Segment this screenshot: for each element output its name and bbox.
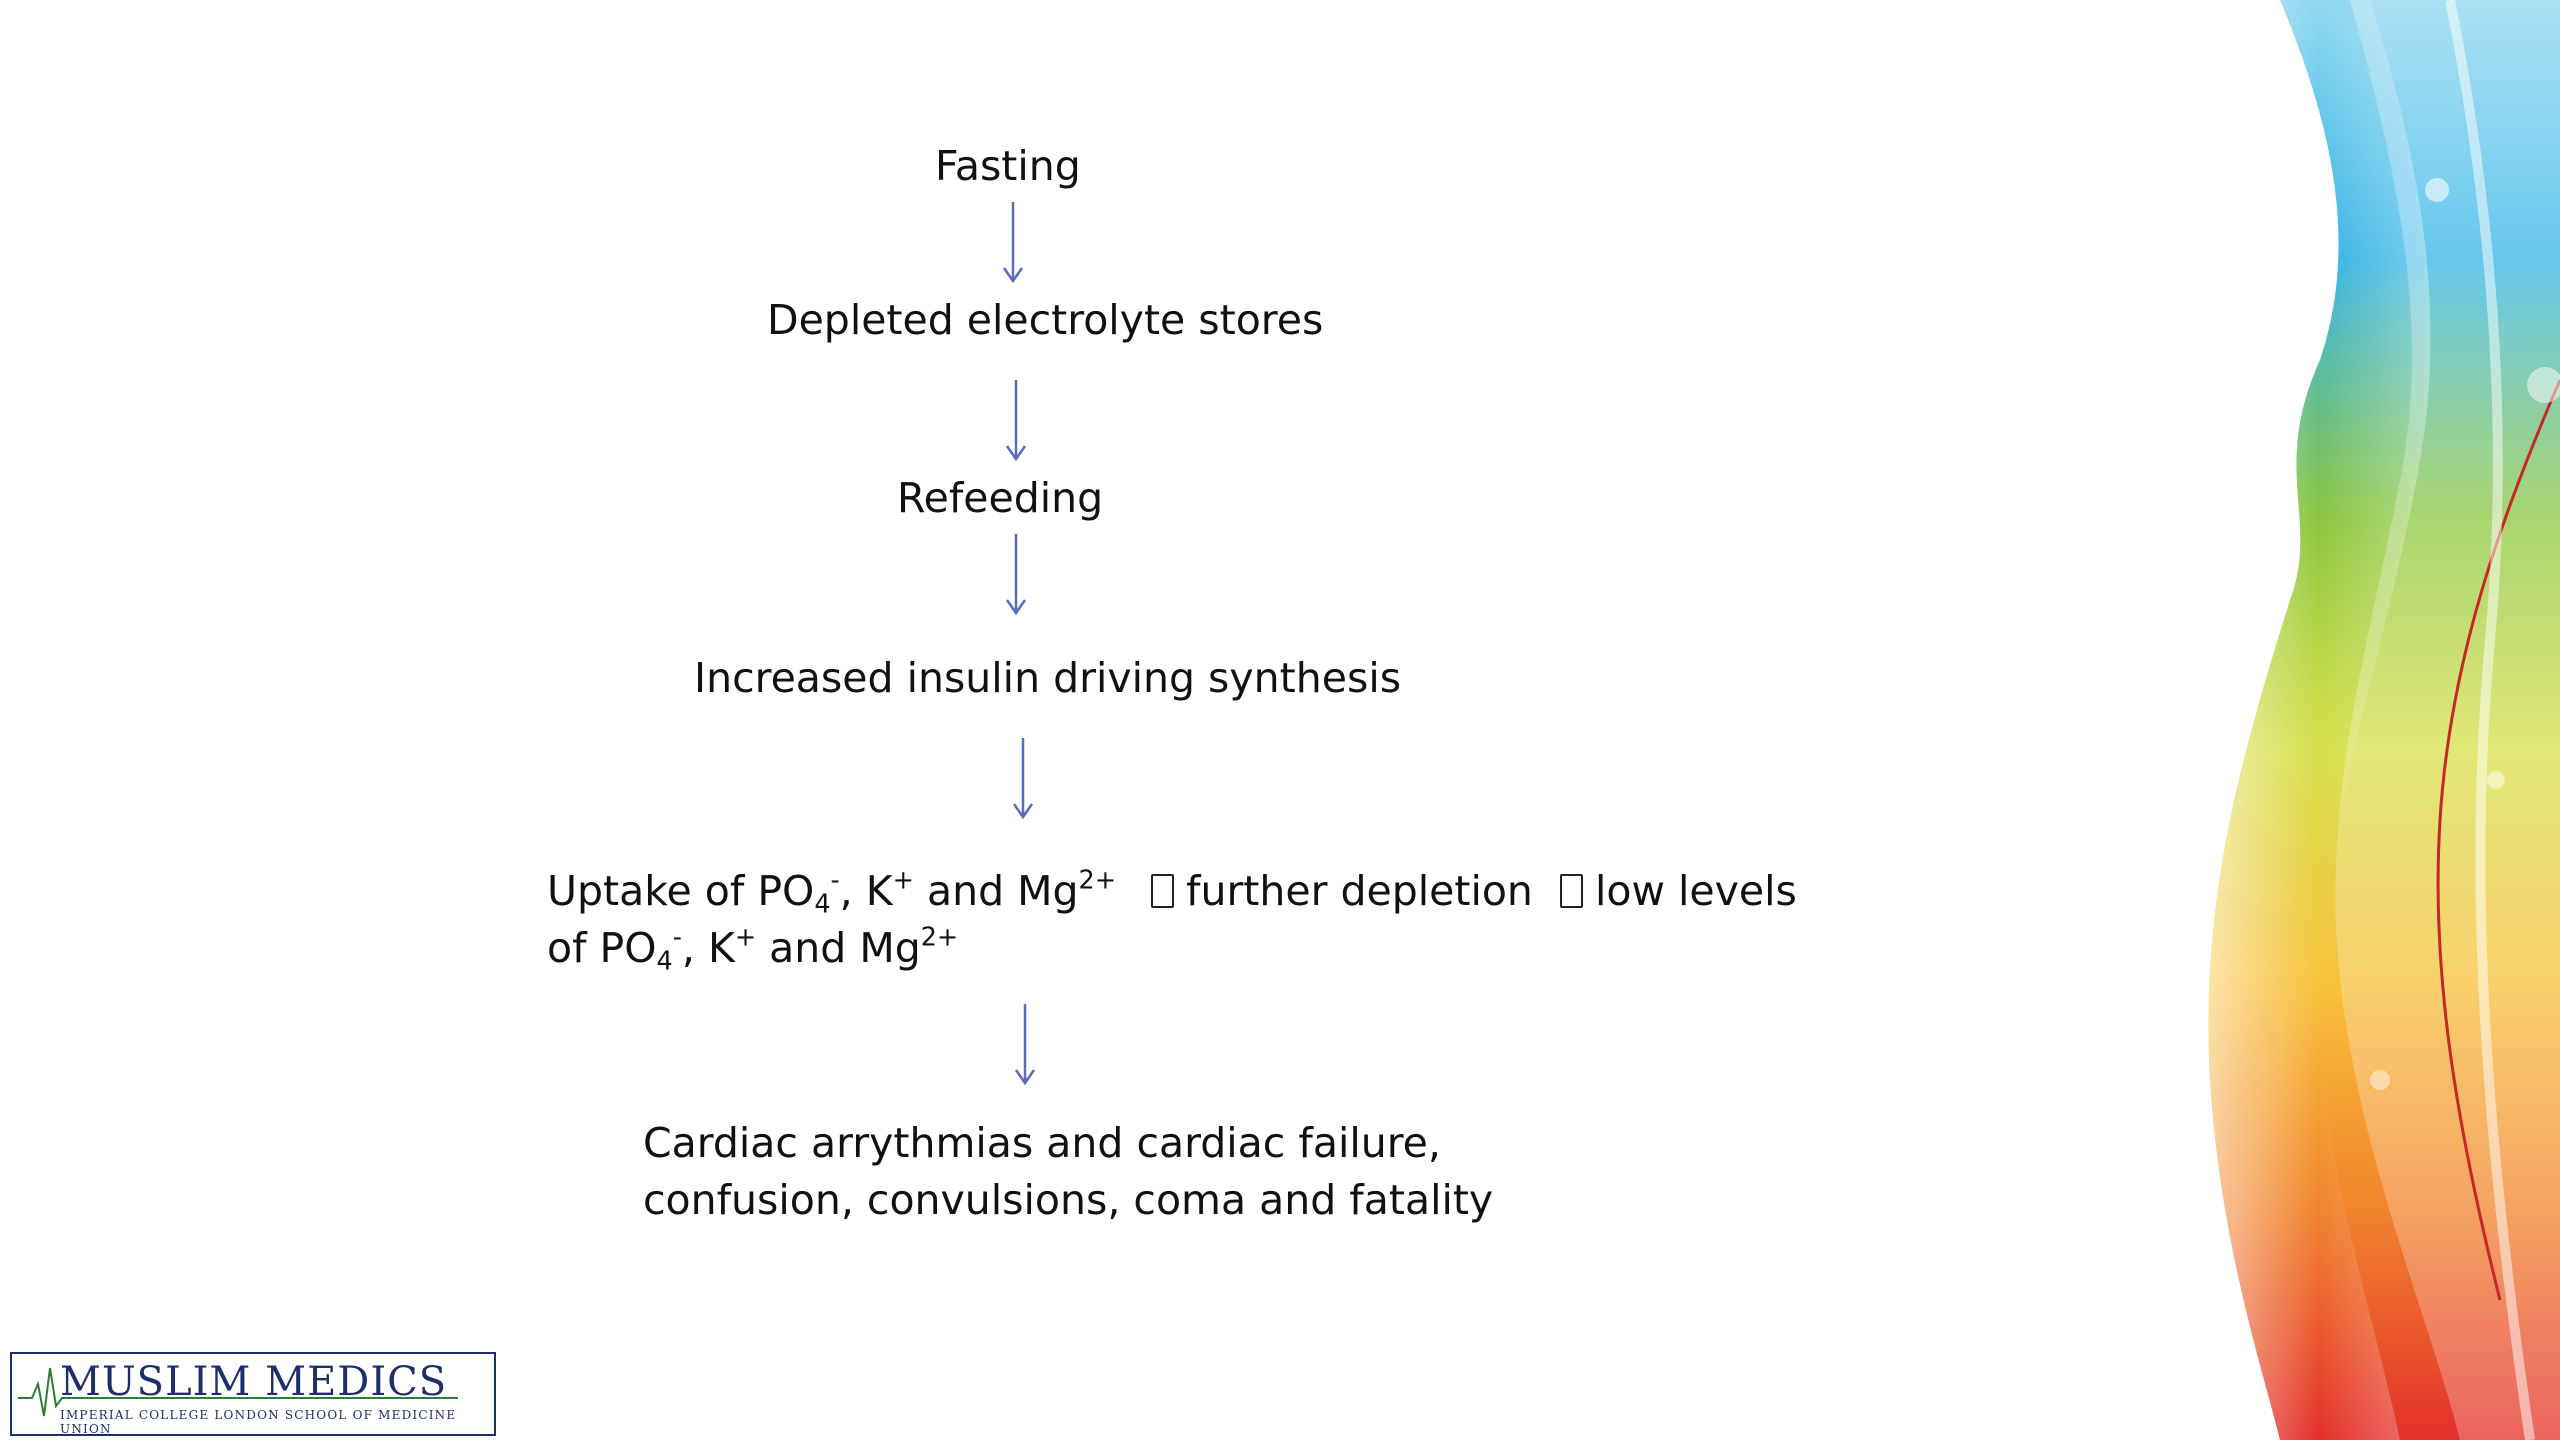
down-arrow-icon: [1004, 532, 1028, 616]
logo-title: MUSLIM MEDICS: [60, 1359, 448, 1405]
down-arrow-icon: [1004, 378, 1028, 462]
missing-glyph-box-icon: [1151, 874, 1174, 908]
down-arrow-icon: [1013, 1002, 1037, 1086]
step-uptake-line1: Uptake of $PO_4^-$, K+ and $Mg^{2+}$ further depletion low levels: [547, 864, 1797, 919]
missing-glyph-box-icon: [1560, 874, 1583, 908]
step-fasting: Fasting: [935, 142, 1081, 190]
step-refeeding: Refeeding: [897, 474, 1104, 522]
rainbow-swirl-decoration: [2200, 0, 2560, 1440]
muslim-medics-logo: [10, 1352, 496, 1436]
step-uptake-line2: of $PO_4^-$, K+ and $Mg^{2+}$: [547, 921, 959, 976]
step-cardiac-outcome-line1: Cardiac arrythmias and cardiac failure,: [643, 1119, 1441, 1167]
logo-subtitle: IMPERIAL COLLEGE LONDON SCHOOL OF MEDICINE UNION: [60, 1408, 457, 1436]
down-arrow-icon: [1001, 200, 1025, 284]
step-depleted-electrolytes: Depleted electrolyte stores: [767, 296, 1324, 344]
down-arrow-icon: [1011, 736, 1035, 820]
step-cardiac-outcome-line2: confusion, convulsions, coma and fatality: [643, 1176, 1494, 1224]
step-increased-insulin: Increased insulin driving synthesis: [694, 654, 1402, 702]
